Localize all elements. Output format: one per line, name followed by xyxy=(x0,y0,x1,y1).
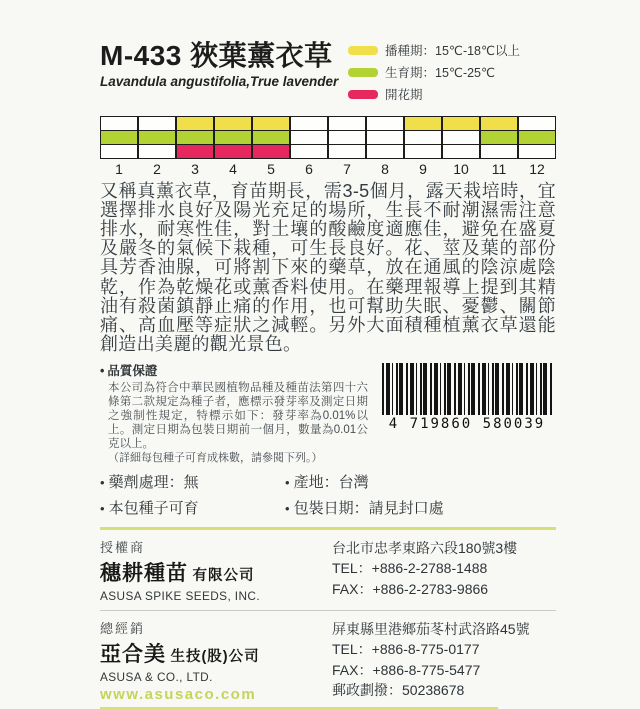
calendar-cell-sowing-period-month-5 xyxy=(253,117,289,130)
calendar-cell-growing-period-month-7 xyxy=(329,131,365,144)
quality-and-barcode xyxy=(100,361,556,465)
detail-label: 包裝日期：請見封口處 xyxy=(293,500,444,518)
distributor-contact xyxy=(332,618,556,703)
detail-item xyxy=(285,471,556,492)
calendar-cell-flowering-period-month-8 xyxy=(367,145,403,158)
calendar-cell-sowing-period-month-7 xyxy=(329,117,365,130)
licensor-role: 授權商 xyxy=(100,539,146,555)
legend-item-flowering xyxy=(348,85,556,103)
quality-heading-label: 品質保證 xyxy=(107,364,158,379)
distributor-fax: FAX：+886-8-775-5477 xyxy=(332,661,481,678)
licensor-en-name: ASUSA SPIKE SEEDS, INC. xyxy=(100,588,260,603)
description-text: 又稱真薰衣草，育苗期長，需3-5個月，露天栽培時，宜選擇排水良好及陽光充足的場所，生長不耐潮濕需注意排水，耐寒性佳，對土壤的酸鹼度適應佳，避免在盛夏及嚴冬的氣候下栽種，可生長良好。花、莖及葉的部份具芳香油腺，可將割下來的藥草，放在通風的陰涼處陰乾，作為乾燥花或薰香料使用。在藥理報導上提到其精油有殺菌鎮靜止痛的作用，也可幫助失眠、憂鬱、關節痛、高血壓等症狀之減輕。另外大面積種植薰衣草還能創造出美麗的觀光景色。 xyxy=(100,180,556,355)
distributor-postal: 郵政劃撥：50238678 xyxy=(332,682,465,699)
legend-item-sowing xyxy=(348,41,556,59)
detail-label: 藥劑處理：無 xyxy=(108,474,199,492)
quality-section xyxy=(100,361,368,465)
month-label-6: 6 xyxy=(305,160,313,177)
month-label-12: 12 xyxy=(529,160,545,177)
header xyxy=(100,40,556,107)
legend-swatch-flowering xyxy=(348,90,378,99)
month-label-11: 11 xyxy=(491,160,507,177)
calendar-cell-growing-period-month-11 xyxy=(481,131,517,144)
legend-swatch-growing xyxy=(348,68,378,77)
licensor-brand-suffix: 有限公司 xyxy=(192,567,255,584)
calendar-cell-growing-period-month-10 xyxy=(443,131,479,144)
legend-label: 開花期 xyxy=(385,88,423,102)
month-label-7: 7 xyxy=(343,160,351,177)
distributor-brand-name: 亞合美 xyxy=(100,642,166,666)
quality-heading xyxy=(100,361,368,379)
month-label-10: 10 xyxy=(453,160,469,177)
licensor-brand xyxy=(100,557,332,587)
bullet-icon: • xyxy=(100,364,105,379)
bullet-icon: • xyxy=(285,501,290,517)
calendar-cell-growing-period-month-1 xyxy=(101,131,137,144)
calendar-cell-growing-period-month-6 xyxy=(291,131,327,144)
calendar-cell-flowering-period-month-7 xyxy=(329,145,365,158)
title-block xyxy=(100,40,338,89)
details-list xyxy=(100,471,556,518)
distributor-identity xyxy=(100,618,332,703)
product-title: M-433 狹葉薰衣草 xyxy=(100,40,333,71)
calendar-grid xyxy=(100,116,556,159)
distributor-brand xyxy=(100,638,332,668)
licensor-fax: FAX：+886-2-2783-9866 xyxy=(332,580,489,597)
calendar-cell-growing-period-month-2 xyxy=(139,131,175,144)
distributor-brand-suffix: 生技(股)公司 xyxy=(170,648,260,665)
distributor-role: 總經銷 xyxy=(100,620,146,636)
bullet-icon: • xyxy=(285,475,290,491)
calendar-cell-growing-period-month-9 xyxy=(405,131,441,144)
detail-label: 本包種子可育 xyxy=(108,500,199,518)
licensor-address: 台北市忠孝東路六段180號3樓 xyxy=(332,539,518,556)
calendar-cell-growing-period-month-8 xyxy=(367,131,403,144)
barcode-bars-icon xyxy=(382,363,554,415)
calendar-months xyxy=(100,161,556,177)
divider-accent-top xyxy=(100,527,556,530)
calendar-cell-growing-period-month-4 xyxy=(215,131,251,144)
calendar-cell-sowing-period-month-6 xyxy=(291,117,327,130)
month-label-9: 9 xyxy=(419,160,427,177)
calendar-cell-sowing-period-month-12 xyxy=(519,117,555,130)
calendar-cell-sowing-period-month-11 xyxy=(481,117,517,130)
month-label-4: 4 xyxy=(229,160,237,177)
distributor-en-name: ASUSA & CO., LTD. xyxy=(100,669,213,684)
bullet-icon: • xyxy=(100,475,105,491)
calendar-cell-sowing-period-month-10 xyxy=(443,117,479,130)
licensor-contact xyxy=(332,537,556,603)
calendar-cell-flowering-period-month-10 xyxy=(443,145,479,158)
month-label-8: 8 xyxy=(381,160,389,177)
calendar-cell-flowering-period-month-2 xyxy=(139,145,175,158)
detail-label: 產地：台灣 xyxy=(293,474,369,492)
licensor-tel: TEL：+886-2-2788-1488 xyxy=(332,560,488,577)
legend-label: 生育期：15℃-25℃ xyxy=(385,66,496,80)
calendar-cell-growing-period-month-12 xyxy=(519,131,555,144)
botanical-name: Lavandula angustifolia,True lavender xyxy=(100,74,339,89)
quality-note: （詳細每包種子可育成株數，請參閱下列。） xyxy=(108,452,323,465)
calendar-cell-sowing-period-month-8 xyxy=(367,117,403,130)
calendar-cell-growing-period-month-3 xyxy=(177,131,213,144)
legend-item-growing xyxy=(348,63,556,81)
calendar-chart xyxy=(100,116,556,177)
bullet-icon: • xyxy=(100,501,105,517)
packet-content xyxy=(100,40,556,709)
month-label-5: 5 xyxy=(267,160,275,177)
distributor-block xyxy=(100,618,556,703)
calendar-cell-sowing-period-month-9 xyxy=(405,117,441,130)
legend xyxy=(348,41,556,107)
calendar-cell-sowing-period-month-1 xyxy=(101,117,137,130)
licensor-block xyxy=(100,537,556,603)
distributor-address: 屏東縣里港鄉茄苳村武洛路45號 xyxy=(332,620,530,637)
month-label-3: 3 xyxy=(191,160,199,177)
legend-label: 播種期：15℃-18℃以上 xyxy=(385,44,521,58)
calendar-cell-flowering-period-month-4 xyxy=(215,145,251,158)
detail-item xyxy=(285,497,556,518)
calendar-cell-flowering-period-month-12 xyxy=(519,145,555,158)
calendar-cell-flowering-period-month-1 xyxy=(101,145,137,158)
distributor-tel: TEL：+886-8-775-0177 xyxy=(332,641,480,658)
licensor-identity xyxy=(100,537,332,603)
divider-thin xyxy=(100,610,556,611)
website-url: www.asusaco.com xyxy=(100,685,257,703)
legend-swatch-sowing xyxy=(348,46,378,55)
calendar-cell-flowering-period-month-6 xyxy=(291,145,327,158)
calendar-cell-flowering-period-month-11 xyxy=(481,145,517,158)
quality-body: 本公司為符合中華民國植物品種及種苗法第四十六條第二款規定為種子者，應標示發芽率及測定日期之強制性規定，特標示如下：發芽率為0.01%以上。測定日期為包裝日期前一個月，數量為0.01公克以上。 xyxy=(108,382,368,450)
barcode xyxy=(378,361,556,465)
detail-item xyxy=(100,497,285,518)
calendar-cell-flowering-period-month-3 xyxy=(177,145,213,158)
barcode-number: 4 719860 580039 xyxy=(388,416,546,433)
calendar-cell-sowing-period-month-2 xyxy=(139,117,175,130)
calendar-cell-flowering-period-month-9 xyxy=(405,145,441,158)
month-label-1: 1 xyxy=(115,160,123,177)
calendar-cell-growing-period-month-5 xyxy=(253,131,289,144)
calendar-cell-sowing-period-month-3 xyxy=(177,117,213,130)
calendar-cell-sowing-period-month-4 xyxy=(215,117,251,130)
calendar-cell-flowering-period-month-5 xyxy=(253,145,289,158)
month-label-2: 2 xyxy=(153,160,161,177)
licensor-brand-name: 穗耕種苗 xyxy=(100,561,188,585)
detail-item xyxy=(100,471,285,492)
